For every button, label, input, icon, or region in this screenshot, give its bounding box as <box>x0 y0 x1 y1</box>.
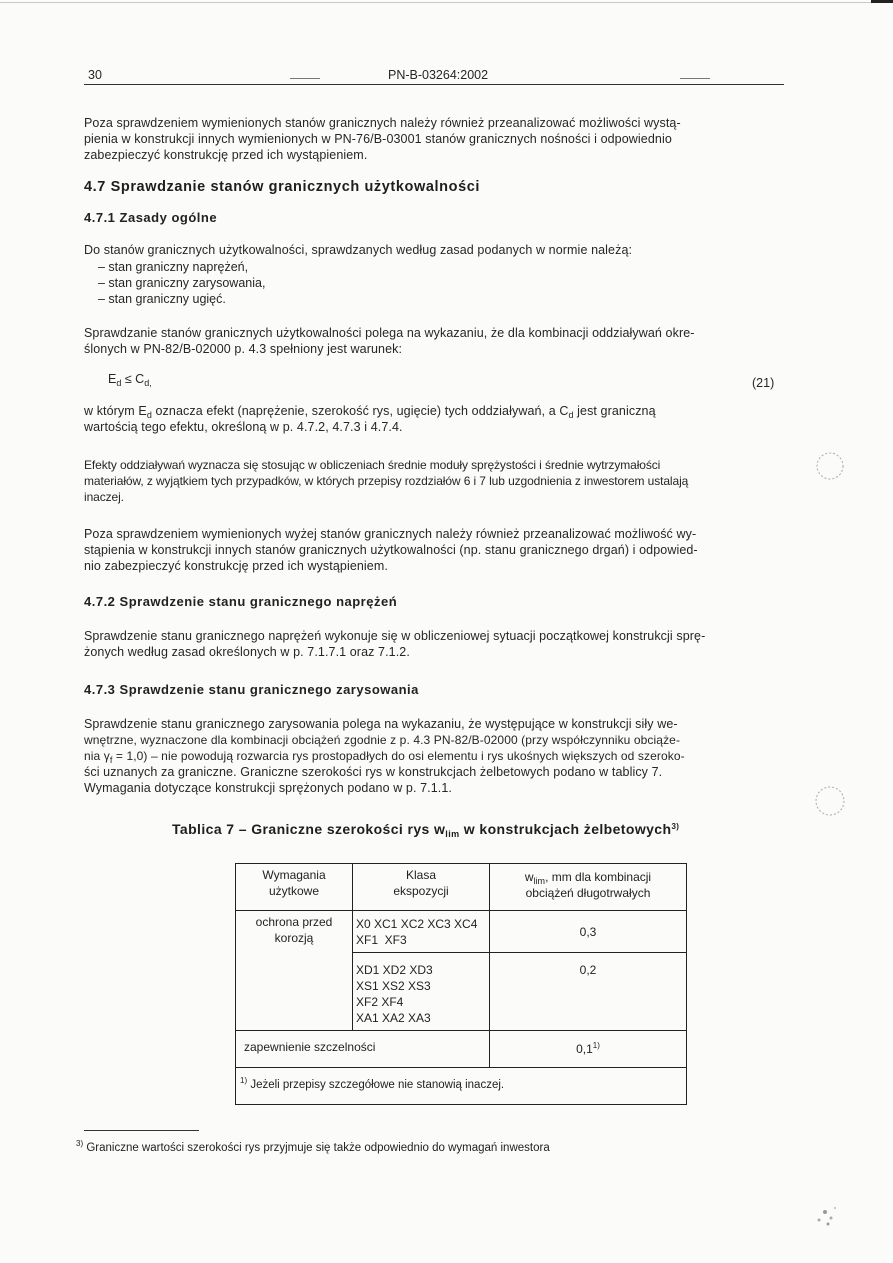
formula-operator: ≤ C <box>121 372 145 386</box>
col-header-line: Wymagania <box>262 868 326 882</box>
section-4-7-2-title: 4.7.2 Sprawdzenie stanu granicznego naprężeń <box>84 594 398 609</box>
para2-line-1: Sprawdzanie stanów granicznych użytkowalności polega na wykazaniu, że dla kombinacji oddziaływań okre- <box>84 326 695 340</box>
caption-text: w konstrukcjach żelbetowych <box>459 821 672 837</box>
para4-line-2: materiałów, z wyjątkiem tych przypadków, w których przepisy rozdziałów 6 i 7 lub uzgodnienia z inwestorem ustalają <box>84 474 689 488</box>
intro-line-2: pienia w konstrukcji innych wymienionych w PN-76/B-03001 stanów granicznych nośności i odpowiednio <box>84 132 672 146</box>
wlim-value-tightness <box>490 1041 686 1057</box>
col-header-wlim <box>490 869 686 901</box>
col-header-line <box>490 869 686 885</box>
scan-corner-mark <box>871 0 893 3</box>
footnote-3 <box>76 1139 550 1154</box>
s473-line-1: Sprawdzenie stanu granicznego zarysowania polega na wykazaniu, że występujące w konstrukcji siły we- <box>84 717 678 731</box>
scan-top-edge <box>0 2 893 3</box>
standard-code: PN-B-03264:2002 <box>388 68 489 82</box>
col-header-line: ekspozycji <box>393 884 449 898</box>
exposure-class-line: XD1 XD2 XD3 <box>356 963 433 977</box>
exposure-class-line: XA1 XA2 XA3 <box>356 1011 431 1025</box>
wlim-value-group-2: 0,2 <box>579 963 597 977</box>
para5-line-2: stąpienia w konstrukcji innych stanów granicznych użytkowalności (np. stanu granicznego drgań) i odpowied- <box>84 543 698 557</box>
header-dash-left <box>290 78 320 79</box>
footnote-rule <box>84 1130 199 1131</box>
formula-lhs: E <box>108 372 117 386</box>
s473-line-5: Wymagania dotyczące konstrukcji sprężonych podano w p. 7.1.1. <box>84 781 452 795</box>
section-4-7-title: 4.7 Sprawdzanie stanów granicznych użytkowalności <box>84 179 481 195</box>
col-header-text: , mm dla kombinacji <box>545 870 652 884</box>
list-item: – stan graniczny zarysowania, <box>98 276 266 290</box>
caption-text: Tablica 7 – Graniczne szerokości rys w <box>172 821 446 837</box>
s473-text: nia γ <box>84 749 110 763</box>
list-item: – stan graniczny ugięć. <box>98 292 226 306</box>
caption-sub: lim <box>445 829 460 839</box>
s473-text: = 1,0) – nie powodują rozwarcia rys prostopadłych do osi elementu i rys ukośnych większych od szeroko- <box>112 749 685 763</box>
section-4-7-3-text <box>84 716 784 796</box>
s472-line-2: żonych według zasad określonych w p. 7.1.7.1 oraz 7.1.2. <box>84 645 410 659</box>
row-label-line: ochrona przed <box>255 915 333 929</box>
section-4-7-3-title: 4.7.3 Sprawdzenie stanu granicznego zarysowania <box>84 682 419 697</box>
para3-line-1 <box>84 403 784 419</box>
para3-text: oznacza efekt (naprężenie, szerokość rys, ugięcie) tych oddziaływań, a C <box>151 404 569 418</box>
col-header-line: obciążeń długotrwałych <box>525 886 651 900</box>
row-label-tightness: zapewnienie szczelności <box>244 1040 376 1054</box>
s472-line-1: Sprawdzenie stanu granicznego naprężeń wykonuje się w obliczeniowej sytuacji początkowej konstrukcji sprę- <box>84 629 706 643</box>
wlim-value: 0,1 <box>576 1042 593 1056</box>
para3-sub: d <box>568 410 574 420</box>
formula-rhs-sub: d, <box>144 378 152 388</box>
formula-21 <box>108 372 152 386</box>
table-rule <box>236 910 686 911</box>
para3-text: w którym E <box>84 404 147 418</box>
para3-sub: d <box>146 410 152 420</box>
table-rule <box>236 1030 686 1031</box>
para4-line-3: inaczej. <box>84 490 124 504</box>
section-4-7-1-title: 4.7.1 Zasady ogólne <box>84 210 218 225</box>
gamma-sub: f <box>109 755 113 765</box>
punch-hole-mark <box>812 782 848 820</box>
intro-line-3: zabezpieczyć konstrukcję przed ich wystąpieniem. <box>84 148 368 162</box>
col-header-exposure-class <box>353 867 489 899</box>
wlim-value-group-1: 0,3 <box>579 925 597 939</box>
section-4-7-1-lead: Do stanów granicznych użytkowalności, sprawdzanych według zasad podanych w normie należą: <box>84 243 633 257</box>
header-dash-right <box>680 78 710 79</box>
formula-number: (21) <box>752 376 775 390</box>
page-number: 30 <box>88 68 102 82</box>
intro-paragraph <box>84 115 784 163</box>
section-4-7-1-para2 <box>84 325 784 357</box>
note-ref: 1) <box>240 1076 248 1085</box>
para4-line-1: Efekty oddziaływań wyznacza się stosując w obliczeniach średnie moduły sprężystości i średnie wytrzymałości <box>84 458 661 472</box>
caption-footnote-ref: 3) <box>671 822 680 831</box>
table-rule <box>352 952 686 953</box>
para2-line-2: ślonych w PN-82/B-02000 p. 4.3 spełniony jest warunek: <box>84 342 403 356</box>
section-4-7-1-para3 <box>84 403 784 435</box>
para3-line-2: wartością tego efektu, określoną w p. 4.7.2, 4.7.3 i 4.7.4. <box>84 420 403 434</box>
section-4-7-1-para4 <box>84 457 784 505</box>
para5-line-3: nio zabezpieczyć konstrukcję przed ich wystąpieniem. <box>84 559 388 573</box>
row-label-corrosion-protection <box>236 914 352 946</box>
row-label-line: korozją <box>274 931 314 945</box>
exposure-class-line: XF2 XF4 <box>356 995 404 1009</box>
exposure-classes-group-2 <box>356 962 488 1026</box>
table-rule <box>236 1067 686 1068</box>
table-7 <box>235 863 687 1105</box>
limit-states-list <box>98 259 265 307</box>
s473-line-4: ści uznanych za graniczne. Graniczne szerokości rys w konstrukcjach żelbetowych podano w tablicy 7. <box>84 765 663 779</box>
para5-line-1: Poza sprawdzeniem wymienionych wyżej stanów granicznych należy również przeanalizować możliwość wy- <box>84 527 697 541</box>
table-7-caption <box>172 821 679 837</box>
para3-text: jest graniczną <box>573 404 656 418</box>
wlim-symbol: w <box>524 870 534 884</box>
col-header-line: użytkowe <box>268 884 320 898</box>
s473-line-2: wnętrzne, wyznaczone dla kombinacji obciążeń zgodnie z p. 4.3 PN-82/B-02000 (przy współczynniku obciąże- <box>84 733 681 747</box>
section-4-7-1-para5 <box>84 526 784 574</box>
punch-hole-mark <box>814 446 848 486</box>
header-rule <box>84 84 784 85</box>
col-header-requirements <box>236 867 352 899</box>
exposure-class-line: XS1 XS2 XS3 <box>356 979 431 993</box>
exposure-classes-group-1 <box>356 916 488 948</box>
table-note <box>240 1077 680 1093</box>
list-item: – stan graniczny naprężeń, <box>98 260 249 274</box>
intro-line-1: Poza sprawdzeniem wymienionych stanów granicznych należy również przeanalizować możliwości wystą- <box>84 116 681 130</box>
footnote-ref: 3) <box>76 1139 84 1148</box>
wlim-sub: lim <box>533 876 546 886</box>
scan-noise-mark <box>795 1190 845 1230</box>
footnote-text: Graniczne wartości szerokości rys przyjmuje się także odpowiednio do wymagań inwestora <box>83 1142 550 1154</box>
exposure-class-line: XF1 XF3 <box>356 933 407 947</box>
exposure-class-line: X0 XC1 XC2 XC3 XC4 <box>356 917 478 931</box>
section-4-7-2-text <box>84 628 784 660</box>
formula-lhs-sub: d <box>116 378 122 388</box>
s473-line-3 <box>84 748 784 764</box>
note-text: Jeżeli przepisy szczegółowe nie stanowią inaczej. <box>247 1079 505 1091</box>
footnote-ref: 1) <box>592 1041 600 1050</box>
col-header-line: Klasa <box>405 868 437 882</box>
